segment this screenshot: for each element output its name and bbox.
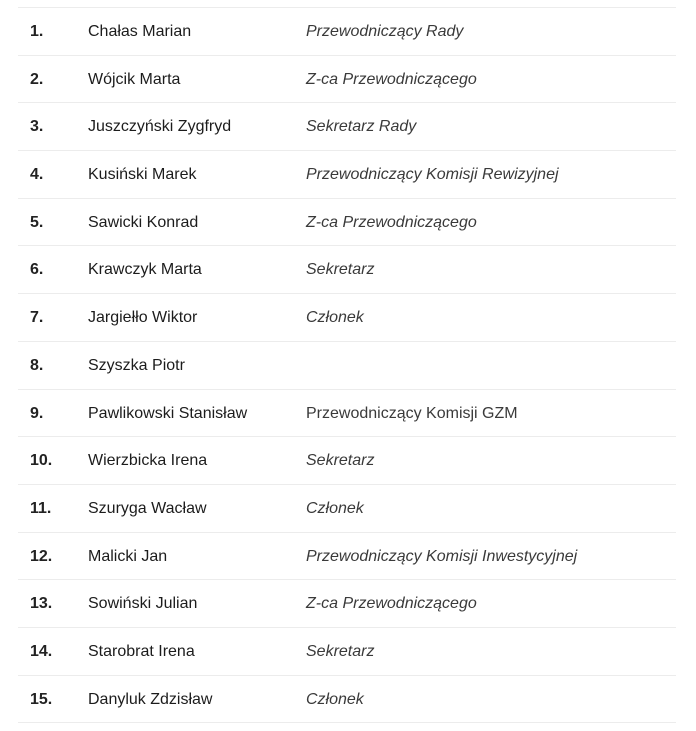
table-row (18, 437, 676, 485)
member-role: Sekretarz (306, 261, 375, 279)
member-name: Danyluk Zdzisław (88, 690, 213, 708)
member-number: 14. (30, 642, 53, 660)
member-number: 2. (30, 70, 44, 88)
member-name: Wierzbicka Irena (88, 452, 208, 470)
member-name: Wójcik Marta (88, 70, 181, 88)
member-number: 12. (30, 547, 53, 565)
member-name: Jargiełło Wiktor (88, 309, 198, 327)
member-role: Członek (306, 499, 364, 517)
table-row (18, 485, 676, 533)
member-number: 3. (30, 118, 44, 136)
table-row (18, 533, 676, 581)
member-name: Kusiński Marek (88, 166, 197, 184)
member-role: Z-ca Przewodniczącego (306, 595, 477, 613)
member-role: Przewodniczący Komisji Inwestycyjnej (306, 547, 578, 565)
members-table (18, 7, 676, 723)
member-number: 5. (30, 213, 44, 231)
member-number: 1. (30, 23, 44, 40)
member-role: Przewodniczący Rady (306, 23, 464, 40)
member-name: Pawlikowski Stanisław (88, 404, 248, 422)
table-row (18, 199, 676, 247)
member-name: Juszczyński Zygfryd (88, 118, 232, 136)
member-number: 7. (30, 309, 44, 327)
member-name: Chałas Marian (88, 23, 192, 40)
member-role: Przewodniczący Komisji GZM (306, 404, 518, 422)
member-number: 11. (30, 499, 52, 517)
member-number: 8. (30, 356, 44, 374)
member-number: 9. (30, 404, 44, 422)
table-row (18, 676, 676, 724)
member-role: Z-ca Przewodniczącego (306, 213, 477, 231)
member-name: Sawicki Konrad (88, 213, 199, 231)
member-number: 13. (30, 595, 53, 613)
table-row (18, 151, 676, 199)
table-row (18, 294, 676, 342)
member-name: Szyszka Piotr (88, 356, 185, 374)
table-row (18, 246, 676, 294)
member-name: Starobrat Irena (88, 642, 195, 660)
table-row (18, 8, 676, 56)
table-row (18, 390, 676, 438)
member-role: Z-ca Przewodniczącego (306, 70, 477, 88)
table-row (18, 342, 676, 390)
member-role: Sekretarz (306, 642, 375, 660)
member-role: Sekretarz Rady (306, 118, 417, 136)
member-name: Sowiński Julian (88, 595, 198, 613)
member-role: Członek (306, 690, 364, 708)
table-row (18, 103, 676, 151)
member-role: Przewodniczący Komisji Rewizyjnej (306, 166, 559, 184)
member-number: 6. (30, 261, 44, 279)
member-number: 15. (30, 690, 53, 708)
member-name: Malicki Jan (88, 547, 168, 565)
table-row (18, 56, 676, 104)
member-number: 10. (30, 452, 53, 470)
member-number: 4. (30, 166, 44, 184)
member-role: Członek (306, 309, 364, 327)
table-row (18, 628, 676, 676)
member-name: Krawczyk Marta (88, 261, 202, 279)
member-role: Sekretarz (306, 452, 375, 470)
table-row (18, 580, 676, 628)
member-name: Szuryga Wacław (88, 499, 207, 517)
